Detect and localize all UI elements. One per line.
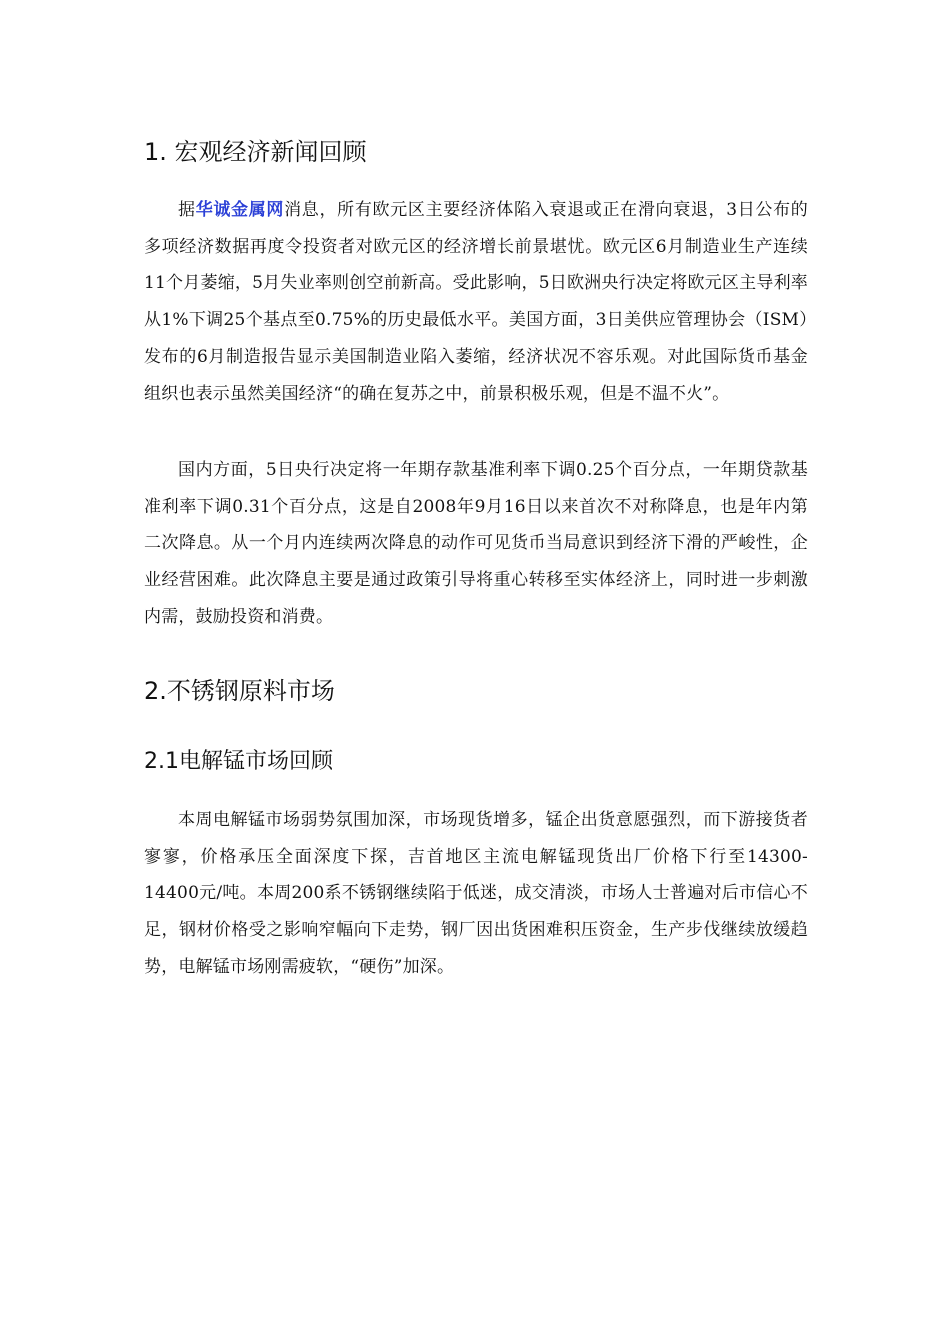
- paragraph-body-text: 消息，所有欧元区主要经济体陷入衰退或正在滑向衰退，3日公布的多项经济数据再度令投资者对欧元区的经济增长前景堪忧。欧元区6月制造业生产连续11个月萎缩，5月失业率则创空前新高。受此影响，5日欧洲央行决定将欧元区主导利率从1%下调25个基点至0.75%的历史最低水平。美国方面，3日美供应管理协会（ISM）发布的6月制造报告显示美国制造业陷入萎缩，经济状况不容乐观。对此国际货币基金组织也表示虽然美国经济“的确在复苏之中，前景积极乐观，但是不温不火”。: [144, 200, 808, 404]
- source-link[interactable]: 华诚金属网: [195, 200, 285, 220]
- paragraph-prefix: 据: [178, 200, 196, 220]
- section-heading-macro-news: 1. 宏观经济新闻回顾: [144, 138, 367, 166]
- paragraph-manganese-market: 本周电解锰市场弱势氛围加深，市场现货增多，锰企出货意愿强烈，而下游接货者寥寥，价格承压全面深度下探，吉首地区主流电解锰现货出厂价格下行至14300-14400元/吨。本周200系不锈钢继续陷于低迷，成交清淡，市场人士普遍对后市信心不足，钢材价格受之影响窄幅向下走势，钢厂因出货困难积压资金，生产步伐继续放缓趋势，电解锰市场刚需疲软，“硬伤”加深。: [144, 810, 808, 977]
- subsection-heading-manganese: 2.1电解锰市场回顾: [144, 749, 333, 774]
- paragraph-macro-overseas: [144, 192, 808, 412]
- paragraph-macro-domestic: 国内方面，5日央行决定将一年期存款基准利率下调0.25个百分点，一年期贷款基准利率下调0.31个百分点，这是自2008年9月16日以来首次不对称降息，也是年内第二次降息。从一个月内连续两次降息的动作可见货币当局意识到经济下滑的严峻性，企业经营困难。此次降息主要是通过政策引导将重心转移至实体经济上，同时进一步刺激内需，鼓励投资和消费。: [144, 460, 808, 627]
- section-heading-stainless-materials: 2.不锈钢原料市场: [144, 677, 335, 705]
